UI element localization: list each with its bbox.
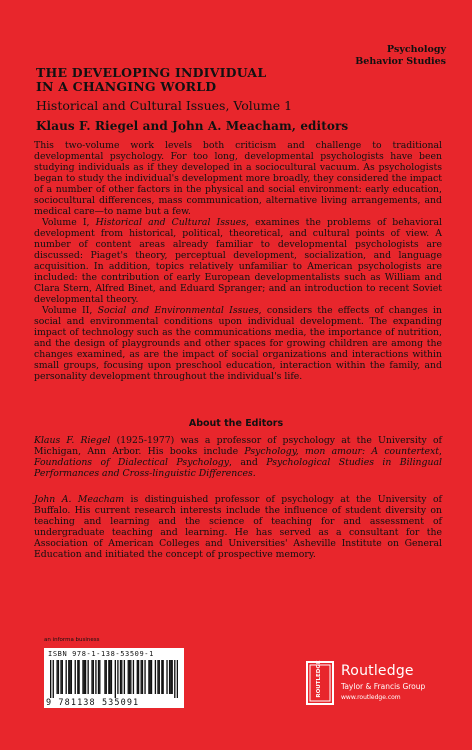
barcode-bar [77, 660, 78, 694]
barcode-bar [150, 660, 151, 694]
barcode-bar [137, 660, 138, 694]
bio1-book-2: Foundations of Dialectical Psychology [34, 457, 230, 468]
barcode-bar [172, 660, 173, 694]
bio2-name: John A. Meacham [34, 494, 125, 505]
isbn-text: ISBN 978-1-138-53509-1 [48, 650, 154, 658]
ean-digits: 9 781138 535091 [46, 698, 140, 708]
barcode-bar [53, 660, 54, 698]
barcode-bar [104, 660, 105, 694]
barcode-bar [161, 660, 162, 694]
bio-riegel [34, 435, 442, 479]
para3-intro: Volume II, [42, 305, 98, 316]
para2-intro: Volume I, [42, 217, 96, 228]
barcode-bar [106, 660, 107, 694]
barcode-bar [155, 660, 156, 694]
barcode-bar [169, 660, 170, 694]
logo-spine-text: ROUTLEDGE [316, 660, 322, 698]
barcode-bar [87, 660, 88, 694]
publisher-logo [305, 660, 445, 710]
description [34, 140, 442, 382]
barcode-bar [120, 660, 121, 694]
bio-meacham [34, 494, 442, 560]
barcode-bar [130, 660, 131, 694]
volume-2-title: Social and Environmental Issues [97, 305, 259, 316]
bio1-end: . [252, 468, 256, 479]
barcode-bar [157, 660, 158, 694]
bio1-text: (1925-1977) was a professor of psychology at the University of Michigan, Ann Arbor. His books include [34, 435, 442, 457]
barcode-bar [166, 660, 167, 694]
barcode-bar [162, 660, 163, 694]
barcode-bar [109, 660, 110, 694]
barcode-bar [141, 660, 142, 694]
barcode-bar [174, 660, 175, 698]
barcode-bar [58, 660, 59, 694]
description-paragraph-2 [34, 217, 442, 305]
barcode-bar [60, 660, 61, 694]
barcode-bar [108, 660, 109, 694]
barcode-bar [159, 660, 160, 694]
bio1-name: Klaus F. Riegel [34, 435, 111, 446]
barcode-bar [75, 660, 76, 694]
barcode-bar [84, 660, 85, 694]
bio1-book-3: Psychological Studies in Bilingual Performances and Cross-linguistic Differences [34, 457, 442, 479]
bio1-sep-1: , [439, 446, 443, 457]
barcode-bar [115, 660, 116, 698]
book-subtitle: Historical and Cultural Issues, Volume 1 [36, 98, 293, 113]
barcode-bar [78, 660, 79, 694]
title-line-1: THE DEVELOPING INDIVIDUAL [36, 65, 267, 80]
barcode-bar [124, 660, 125, 694]
barcode-bar [82, 660, 83, 694]
publisher-group: Taylor & Francis Group [341, 682, 426, 691]
series-line-1: Psychology [386, 44, 446, 55]
barcode-bar [50, 660, 51, 698]
barcode-bar [99, 660, 100, 694]
barcode-bar [91, 660, 92, 694]
barcode-bar [148, 660, 149, 694]
barcode-bar [68, 660, 69, 694]
book-editors: Klaus F. Riegel and John A. Meacham, editors [36, 119, 349, 133]
routledge-logo-icon [305, 660, 335, 706]
barcode-bar [117, 660, 118, 694]
barcode-bar [98, 660, 99, 694]
bio1-sep-2: , and [229, 457, 267, 468]
series-label [355, 44, 446, 68]
title-line-2: IN A CHANGING WORLD [36, 79, 217, 94]
barcode-bar [144, 660, 145, 694]
publisher-url[interactable]: www.routledge.com [341, 694, 401, 701]
bio2-text: is distinguished professor of psychology at the University of Buffalo. His current research interests include the influence of student diversity on teaching and learning and the science of teaching for and assessment of undergraduate teaching and learning. He has served as a consultant for the Association of American Colleges and Universities' Asheville Institute on General Education and initiated the concept of prospective memory. [34, 494, 442, 560]
barcode-bar [95, 660, 96, 694]
barcode-bars [50, 660, 178, 698]
barcode-bar [170, 660, 171, 694]
barcode-bar [133, 660, 134, 694]
barcode-bar [85, 660, 86, 694]
volume-1-title: Historical and Cultural Issues [95, 217, 247, 228]
series-line-2: Behavior Studies [355, 56, 446, 67]
description-paragraph-3 [34, 305, 442, 382]
barcode-bar [69, 660, 70, 694]
barcode-bar [138, 660, 139, 694]
barcode-bar [62, 660, 63, 694]
informa-tagline: an informa business [44, 637, 100, 643]
barcode-bar [66, 660, 67, 694]
para2-rest: , examines the problems of behavioral development from historical, political, theoretical, and cultural points of view. A number of content areas already familiar to developmental psychologists are discussed: Piaget's theory, perceptual development, socialization, and language acquisition. In addition, topics relatively unfamiliar to American psychologists are included: the contribution of early European developmentalists such as William and Clara Stern, Alfred Binet, and Eduard Spranger; and an introduction to recent Soviet developmental theory. [34, 217, 443, 305]
barcode-bar [142, 660, 143, 694]
barcode-bar [71, 660, 72, 694]
about-editors-heading: About the Editors [188, 418, 284, 429]
book-title [36, 66, 366, 94]
barcode-bar [121, 660, 122, 694]
publisher-name: Routledge [341, 663, 414, 679]
bio1-book-1: Psychology, mon amour: A countertext [244, 446, 440, 457]
para3-rest: , considers the effects of changes in social and environmental conditions upon individual development. The expanding impact of technology such as the communications media, the importance of nutrition, and the design of playgrounds and other spaces for growing children are among the changes examined, as are the impact of social organizations and interactions within small groups, focusing upon preschool education, interaction within the family, and personality development throughout the individual's life. [34, 305, 442, 382]
barcode-bar [177, 660, 178, 698]
barcode-bar [128, 660, 129, 694]
description-paragraph-1: This two-volume work levels both criticism and challenge to traditional developmental psychology. For too long, developmental psychologists have been studying individuals as if they developed in a sociocultural vacuum. As psychologists began to study the individual's development more broadly, they considered the impact of a number of other factors in the physical and social environment: early education, sociocultural differences, mass communication, alternative living arrangements, and medical care—to name but a few. [34, 140, 442, 217]
barcode [44, 648, 184, 708]
barcode-bar [56, 660, 57, 694]
barcode-bar [129, 660, 130, 694]
barcode-bar [111, 660, 112, 694]
barcode-bar [151, 660, 152, 694]
barcode-bar [93, 660, 94, 694]
